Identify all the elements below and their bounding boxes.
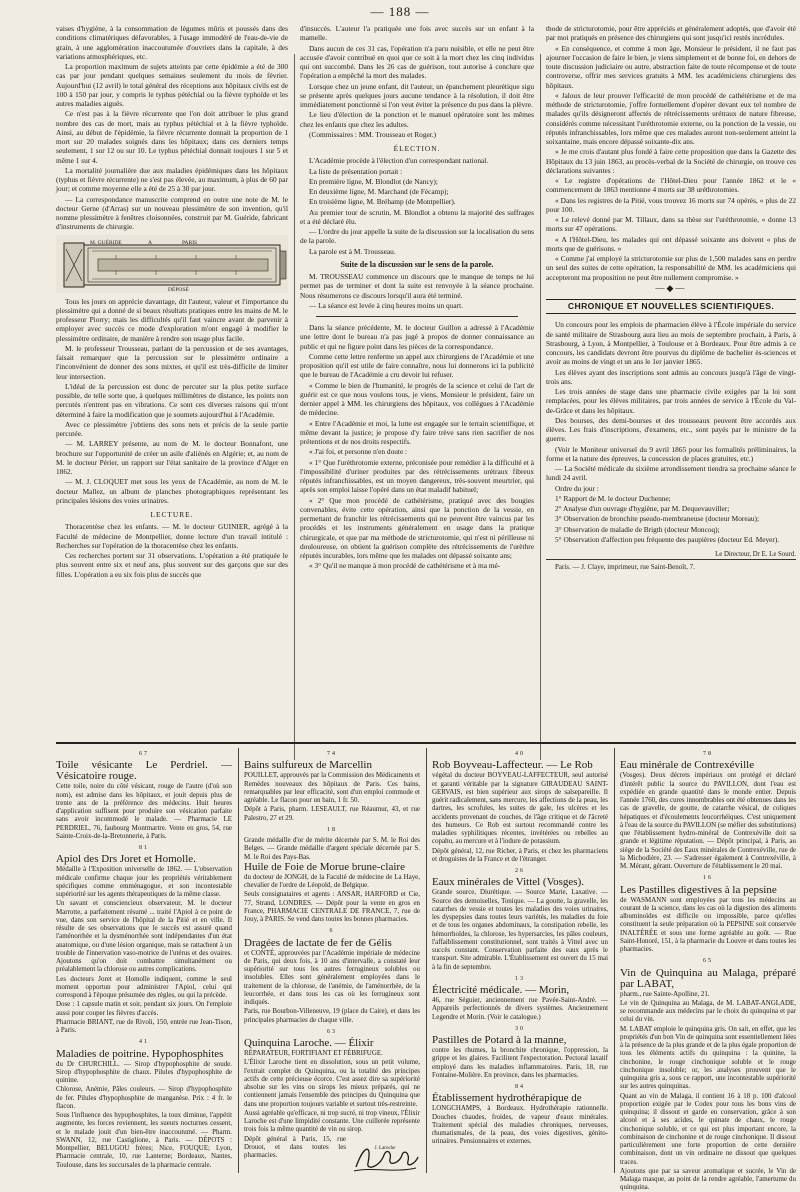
column-rule	[426, 748, 427, 1173]
ad-number: 84	[515, 1084, 525, 1090]
paragraph: vaises d'hygiène, à la consommation de légumes mûris et poussés dans des conditions climatériques défavorables, à l'usage immodéré de l'eau-de-vie de grain, à une agglomération inaccoutumée d'ouvriers dans la capitale, à des variations atmosphériques, etc.	[56, 24, 288, 61]
ad-number: 63	[327, 1028, 337, 1035]
paragraph: En deuxième ligne, M. Marchand (de Fécamp);	[309, 187, 449, 196]
paragraph: « Le registre d'opérations de l'Hôtel-Dieu pour l'année 1862 et le « commencement de 1863 mentionne 4 morts sur 38 uréthrotomies.	[546, 176, 796, 195]
plessimeter-figure	[56, 235, 288, 293]
ad-title: Bains sulfureux de Marcellin	[244, 759, 372, 772]
paragraph: Dans aucun de ces 31 cas, l'opération n'a paru nuisible, et elle ne peut être accusée d'avoir contribué en quoi que ce soit à la mort chez les cinq individus qui ont succombé. Dans les 26 cas de guérison, tout autorise à conclure que l'opération a empêché la mort des malades.	[300, 43, 534, 81]
ad-number: 65	[703, 958, 713, 965]
paragraph: — La Société médicale du sixième arrondissement tiendra sa prochaine séance le lundi 24 avril.	[546, 464, 796, 483]
ad-title: Eaux minérales de Vittel (Vosges).	[432, 876, 584, 889]
ad-title: Eau minérale de Contrexéville	[620, 759, 755, 772]
paragraph: Avec ce plessimètre j'obtiens des sons nets et précis de la seule partie percutée.	[56, 419, 288, 438]
column-rule	[614, 748, 615, 1173]
ad-body: Les docteurs Joret et Homolle indiquent, comme le seul moment opportun pour administrer l'Apiol, celui qui correspond à l'époque présumée des règles, ou qui la précède.	[56, 974, 232, 999]
paragraph: Thoracentèse chez les enfants. — M. le docteur GUINIER, agrégé à la Faculté de médecine de Montpellier, donne lecture d'un travail intitulé : Recherches sur l'opération de la thoracentèse chez les enfants.	[56, 522, 288, 550]
paragraph: « Comme le bien de l'humanité, le progrès de la science et celui de l'art de guérir est ce que nous voulons tous, je viens, Monsieur le président, faire un dernier appel à MM. les chirurgiens des hôpitaux, vos collègues à l'Académie de médecine.	[300, 380, 534, 418]
ad-number: 13	[515, 975, 525, 982]
paragraph: Au premier tour de scrutin, M. Blondlot a obtenu la majorité des suffrages et a été déclaré élu.	[300, 207, 534, 226]
paragraph: En première ligne, M. Blondlot (de Nancy);	[309, 176, 438, 186]
paragraph: Ces recherches portent sur 31 observations. L'opération a été pratiquée le plus souvent entre six et neuf ans, plus souvent sur des garçons que sur des filles. L'opération a eu six fois plus de succès que	[56, 551, 288, 579]
paragraph: « 3° Qu'il ne manque à mon procédé de cathétérisme et à ma mé-	[309, 561, 501, 571]
agenda-item: 3° Observation de maladie de Brigth (docteur Moncoq);	[555, 524, 720, 534]
article-columns	[56, 24, 796, 740]
ad-body: Grande source, Diurétique. — Source Marie, Laxative. — Source des demoiselles, Tonique. — La goutte, la gravelle, les catarrhes de vessie et toutes les maladies des voies urinaires, les dyspepsies dans toutes leurs variétés, les maladies du foie et de tous les organes abdominaux, la constipation rebelle, les hémorrhoïdes, la chlorose, les hypersarcies, les pâles couleurs, l'affaiblissement constitutionnel, sont traités à Vittel avec un succès constant. Conservation parfaite des eaux après le transport. Site admirable. L'Établissement est ouvert du 15 mai à la fin de septembre.	[432, 888, 608, 971]
ad-number: 41	[139, 1039, 149, 1046]
ad-body: M. LABAT emploie le quinquina gris. On sait, en effet, que les propriétés d'un bon Vin de quinquina sont essentiellement liées à la présence de la plus grande et de la plus égale proportion de tous les éléments actifs du quinquina : la quinine, la cinchonine, le rouge cinchonique soluble et le rouge cinchonique insoluble; or, les analyses prouvent que le quinquina gris a, sous ce rapport, une incontestable supériorité sur les autres quinquinas.	[620, 1024, 796, 1091]
ad-column-2	[244, 748, 420, 1173]
ad-hypophosphites	[56, 1049, 232, 1169]
ad-number: 16	[703, 875, 713, 882]
ad-column-1	[56, 748, 232, 1173]
column-rule	[238, 748, 239, 1173]
paragraph: En troisième ligne, M. Bréhamp (de Montpellier).	[309, 197, 456, 207]
paragraph: Lorsque chez un jeune enfant, dit l'auteur, un épanchement pleurétique sigu se présente après quelques jours aucune tendance à la résolution, il doit être immédiatement ponctionné si l'on veut éviter la présence du pus dans la plèvre.	[300, 81, 534, 109]
paragraph: M. TROUSSEAU commence un discours que le manque de temps ne lui permet pas de terminer et dont la suite est renvoyée à la séance prochaine. Nous résumerons ce discours lorsqu'il aura été terminé.	[300, 272, 534, 300]
paragraph: « Jaloux de leur prouver l'efficacité de mon procédé de cathétérisme et de ma méthode de stricturotomie, j'offre formellement d'opérer devant eux tel nombre de malades qu'ils désigneront affectés de rétrécissements urétraux de nature fibreuse, considérés comme nécessitant l'uréthrotomie externe, ou la ponction de la vessie, ou réputés infranchissables, lors même que ces malades auront non-seulement atteint la soixantaine, mais encore dépassé soixante-dix ans.	[546, 90, 796, 146]
ad-body: contre les rhumes, la bronchite chronique, l'oppression, la grippe et les glaires. Facilitent l'expectoration. Pectoral laxatif employé dans les maladies inflammatoires. Paris, 18, rue Fontaine-Molière. En province, dans les pharmacies.	[432, 1046, 608, 1079]
ad-body: (Vosges). Deux décrets impériaux ont protégé et déclaré d'intérêt public la source du PAVILLON, dont l'eau est expédiée en grande quantité dans le monde entier. Depuis l'année 1760, des cures innombrables ont été obtenues dans les cas de gravelle, de goutte, de catarrhe vésical, de coliques hépatiques et d'écoulements leucorrhéiques. C'est uniquement à l'eau de la source du PAVILLON (se méfier des substitutions) que l'établissement hydro-minéral de Contrexéville doit sa grande et légitime réputation. — Dépôt principal, à Paris, au siège de la Société des Eaux minérales de Contrexéville, rue de la Michodière, 23. — S'adresser également à Contrexéville, à M. Mérant, gérant. Ouverture de l'établissement le 20 mai.	[620, 771, 796, 870]
ad-title: Quinquina Laroche. — Élixir	[244, 1037, 374, 1049]
paragraph: Ordre du jour :	[555, 483, 599, 493]
paragraph: L'idéal de la percussion est donc de percuter sur la plus petite surface possible, de telle sorte que, à quelques millimètres de distance, les points non percutés n'entrent pas en vibrations. Ce sont ces diverses raisons qui m'ont déterminé à faire la modification que je soumets aujourd'hui à l'Académie.	[56, 381, 288, 419]
paragraph: « Entre l'Académie et moi, la lutte est engagée sur le terrain scientifique, et même devant la justice; je propose d'y faire trève sans rien sacrifier de nos prétentions et de nos droits respectifs.	[300, 418, 534, 446]
section-separator	[316, 316, 518, 317]
chronique-title: CHRONIQUE ET NOUVELLES SCIENTIFIQUES.	[546, 299, 796, 314]
ad-body: du Dr CHURCHILL. — Sirop d'hypophosphite de soude. Sirop d'hypophosphite de chaux. Pilules d'hypophosphite de quinine.	[56, 1059, 232, 1084]
ad-body: de WASMANN sont employées par tous les médecins au courant de la science, dans les cas où la digestion des aliments albuminoïdes est difficile ou impossible, parce qu'elles constituent la seule préparation où la PEPSINE soit conservée INALTÉRÉE et sous une forme agréable au goût. — Rue Saint-Honoré, 151, à la pharmacie du Louvre et dans toutes les pharmacies.	[620, 895, 796, 953]
ad-number: 81	[139, 845, 149, 851]
paragraph: — La correspondance manuscrite comprend en outre une note de M. le docteur Gerne (d'Arras) sur un nouveau plessimètre de son invention, qu'il nomme plessimètre à fenêtres cloisonnées, construit par M. Guéride, fabricant d'instruments de chirurgie.	[56, 194, 288, 232]
ad-column-3	[432, 748, 608, 1173]
ad-pastilles-pepsine	[620, 885, 796, 954]
ad-number: 30	[515, 1025, 525, 1032]
ad-body: du docteur de JONGH, de la Faculté de médecine de La Haye, chevalier de l'ordre de Léopold, de Belgique.	[244, 872, 420, 889]
section-heading: ÉLECTION.	[393, 144, 441, 153]
paragraph: — M. LARREY présente, au nom de M. le docteur Bonnafont, une brochure sur l'opportunité de créer un asile d'aliénés en Algérie; et, au nom de M. le docteur Périer, un rapport sur l'état sanitaire de la province d'Alger en 1862.	[56, 439, 288, 476]
ad-body: Dépôt général, 12, rue Richer, à Paris, et chez les pharmaciens et droguistes de la France et de l'étranger.	[432, 846, 608, 863]
ad-body: 46, rue Séguier, anciennement rue Pavée-Saint-André. — Appareils perfectionnés de divers systèmes. Anciennement Legendre et Morin. (Voir le catalogue.)	[432, 996, 608, 1021]
paragraph: Tous les jours on apprécie davantage, dit l'auteur, valeur et l'importance du plessimètre qui a donné de si beaux résultats pratiques entre les mains de M. le professeur Piorry; mais les difficultés qu'il faut vaincre avant de parvenir à employer avec succès ce mode d'exploration m'ont engagé à modifier le plessimètre ordinaire, de manière à rendre son usage plus facile.	[56, 296, 288, 343]
ad-title: Électricité médicale. — Morin,	[432, 984, 570, 996]
ad-title: Rob Boyveau-Laffecteur. — Le Rob	[432, 759, 593, 772]
ad-title: Maladies de poitrine. Hypophosphites	[56, 1047, 224, 1060]
ad-body: Grande médaille d'or de mérite décernée par S. M. le Roi des Belges. — Grande médaille d'argent spéciale décernée par S. M. le Roi des Pays-Bas.	[244, 836, 420, 861]
ad-title: Les Pastilles digestives à la pepsine	[620, 883, 777, 896]
director-signature: Le Directeur, Dr E. Le Sourd.	[715, 551, 796, 558]
ad-body: végétal du docteur BOYVEAU-LAFFECTEUR, seul autorisé et garanti véritable par la signature GIRAUDEAU SAINT-GERVAIS, est bien supérieur aux sirops de salsepareille. Il guérit radicalement, sans mercure, les affections de la peau, les dartres, les scrofules, les suites de gale, les ulcères et les accidents provenant de couches, de l'âge critique et de l'âcreté des humeurs. Ce Rob est surtout recommandé contre les maladies syphilitiques récentes, invétérées ou rebelles au copahu, au mercure et à l'iodure de potassium.	[432, 771, 608, 846]
ad-body: Paris, rue Bourbon-Villeneuve, 19 (place du Caire), et dans les principales pharmacies de chaque ville.	[244, 1007, 420, 1024]
ad-body: Sous l'influence des hypophosphites, la toux diminue, l'appétit augmente, les forces reviennent, les sueurs nocturnes cessent, et le malade jouit d'un bien-être inaccoutumé. — Pharm. SWANN, 12, rue Castiglione, à Paris. — DÉPOTS : Montpellier, BELUGOU frères; Nice, FOUQUE; Lyon, Pharmacie centrale, 10, rue Lanterne; Bordeaux, Nantes, Toulouse, dans les succursales de la pharmacie centrale.	[56, 1111, 232, 1169]
paragraph: « Le relevé donné par M. Tillaux, dans sa thèse sur l'uréthrotomie, « donne 13 morts sur 47 opérations.	[546, 215, 796, 234]
laroche-signature-icon	[350, 1137, 420, 1175]
paragraph: M. le professeur Trousseau, parlant de la percussion et de ses avantages, faisait remarquer que la percussion sur le plessimètre ordinaire a l'inconvénient de donner des sons mixtes, et qu'il est très-difficile de limiter leur intersection.	[56, 343, 288, 381]
ad-apiol	[56, 854, 232, 1034]
paragraph: (Commissaires : MM. Trousseau et Roger.)	[309, 129, 437, 139]
ad-title: Pastilles de Potard à la manne,	[432, 1034, 567, 1046]
ad-body: Chlorose, Anémie, Pâles couleurs. — Sirop d'hypophosphite de fer. Pilules d'hypophosphite de manganèse. Prix : 4 fr. le flacon.	[56, 1085, 232, 1110]
ad-title: Dragées de lactate de fer de Gélis	[244, 936, 392, 949]
ad-number: 26	[515, 868, 525, 874]
advertisement-section	[56, 748, 796, 1192]
paragraph: Les trois années de stage dans une pharmacie civile exigées par la loi sont remplacées, pour les élèves militaires, par trois années de service à l'École du Val-de-Grâce et dans les hôpitaux.	[546, 387, 796, 415]
agenda-item: 5° Observation d'affection peu fréquente des paupières (docteur Ed. Meyer).	[555, 534, 780, 544]
ad-body: Un savant et consciencieux observateur, M. le docteur Marrotte, a parfaitement résumé ... traité l'Apiol à ce point de vue, dans son service de l'hôpital de la Pitié et en ville. Il résulte de ses observations que le succès est assuré quand l'aménorrhée et la dysménorrhée sont indépendantes d'un état anatomique, ou d'une lésion organique, mais se rattachent à un trouble de l'innervation vaso-motrice de l'utérus et des ovaires. Ajoutons qu'on doit combattre simultanément ou préalablement la chlorose ou autres complications.	[56, 899, 232, 974]
figure-label-registered: DÉPOSÉ	[168, 286, 189, 293]
paragraph: L'Académie procède à l'élection d'un correspondant national.	[309, 156, 489, 166]
figure-label-maker: M. GUÉRIDE	[90, 239, 122, 246]
ad-number: 6	[329, 928, 335, 935]
paragraph: Les élèves ayant des inscriptions sont admis au concours jusqu'à l'âge de vingt-trois ans.	[546, 367, 796, 386]
paragraph: (Voir le Moniteur universel du 9 avril 1865 pour les formalités préliminaires, la forme et la nature des épreuves, la concession de places gratuites, etc.)	[546, 444, 796, 463]
ad-vin-quinquina-malaga	[620, 968, 796, 1192]
paragraph: d'insuccès. L'auteur l'a pratiquée une fois avec succès sur un enfant à la mamelle.	[300, 24, 534, 43]
ad-body: Pharmacie BRIANT, rue de Rivoli, 150, entrée rue Jean-Tison, à Paris.	[56, 1017, 232, 1034]
ad-body: Cette toile, noire du côté vésicant, rouge de l'autre (d'où son nom), est admise dans les hôpitaux, et jouit depuis plus de trente ans de la préférence des médecins. Huit heures d'application suffisent pour produire son vésication parfaite sans avoir incommodé le malade. — Pharmacie LE PERDRIEL, 76, faubourg Montmartre. Vente en gros, 54, rue Sainte-Croix-de-la-Bretonnerie, à Paris.	[56, 782, 232, 840]
ad-number: 18	[327, 826, 337, 833]
advertisement-divider	[56, 742, 796, 744]
paragraph: » Je me crois d'autant plus fondé à faire cette proposition que dans la Gazette des Hôpitaux du 13 juin 1863, au procès-verbal de la Société de chirurgie, on trouve ces déclarations suivantes :	[546, 147, 796, 175]
ad-dragees-lactate	[244, 938, 420, 1024]
ad-body: Seuls consignataires et agents : ANSAR, HARFORD et Cie, 77, Strand, LONDRES. — Dépôt pour la vente en gros en France, PHARMACIE CENTRALE DE FRANCE, 7, rue de Jouy, à PARIS. Se vend dans toutes les bonnes pharmacies.	[244, 890, 420, 923]
ad-body: Ajoutons que par sa saveur aromatique et sucrée, le Vin de Malaga masque, au point de la rendre agréable, l'amertume du quinquina.	[620, 1166, 796, 1192]
paragraph: Un concours pour les emplois de pharmacien élève à l'École impériale du service de santé militaire de Strasbourg aura lieu au mois de septembre prochain, à Paris, à Strasbourg, à Lyon, à Montpellier, à Toulouse et à Bordeaux. Pour être admis à ce concours, les candidats devront être pourvus du diplôme de bachelier ès-sciences et avoir au moins de vingt et un ans le 1er janvier 1865.	[546, 320, 796, 367]
ad-body: L'Élixir Laroche tient en dissolution, sous un petit volume, l'extrait complet du Quinquina, ou la totalité des principes actifs de cette précieuse écorce. C'est assez dire sa supériorité absolue sur les vins ou sirops les mieux préparés, qui ne contiennent jamais l'ensemble des principes du Quinquina que dans une proportion toujours variable et surtout très-restreinte.	[244, 1058, 420, 1108]
ad-quinquina-laroche	[244, 1038, 420, 1159]
paragraph: — L'ordre du jour appelle la suite de la discussion sur la localisation du sens de la parole.	[300, 227, 534, 246]
section-heading: Suite de la discussion sur le sens de la parole.	[340, 259, 494, 269]
paragraph: Comme cette lettre renferme un appel aux chirurgiens de l'Académie et une proposition qu'il est utile de faire connaître, nous lui donnerons ici la publicité que le bureau de l'Académie a cru devoir lui refuser.	[300, 351, 534, 380]
printer-imprint: Paris. — J. Claye, imprimeur, rue Saint-Benoît, 7.	[546, 559, 796, 572]
ad-electricite-medicale	[432, 985, 608, 1021]
ad-eaux-vittel	[432, 877, 608, 971]
ad-bains-sulfureux	[244, 760, 420, 822]
paragraph: Des bourses, des demi-bourses et des trousseaux peuvent être accordés aux élèves. Les frais d'inscriptions, d'examens, etc., sont payés par le ministre de la guerre.	[546, 415, 796, 444]
column-rule	[540, 54, 541, 760]
page-number: — 188 —	[370, 4, 430, 19]
ad-body: Dépôt général à Paris, 15, rue Drouot, et dans toutes les pharmacies.	[244, 1134, 346, 1159]
signature-text: J. Laroche	[374, 1145, 396, 1151]
ad-hydrotherapie	[432, 1093, 608, 1145]
paragraph: « En conséquence, et comme à mon âge, Monsieur le président, il ne faut pas ajourner l'occasion de faire le bien, je viens simplement et de bonne foi, en dehors de toute discussion judiciaire ou autre, abstraction faite de toute récompense et de toute controverse, offrir mes services gratuits à MM. les académiciens chirurgiens des hôpitaux.	[546, 43, 796, 90]
ad-body: pharm., rue Sainte-Apolline, 21.	[620, 989, 710, 998]
paragraph: Ce n'est pas à la fièvre récurrente que l'on doit attribuer le plus grand nombre des cas de mort, mais au typhus pétéchial et à la fièvre typhoïde. Ainsi, au début de l'épidémie, la fièvre récurrente donnait la proportion de 1 mort sur 20 malades soignés dans les hôpitaux; dans ces derniers temps seulement, 1 sur 12 ou sur 10. Le typhus pétéchial donnait toujours 1 sur 5 et même 1 sur 4.	[56, 109, 288, 165]
ad-contrexeville	[620, 760, 796, 870]
ornament-divider: —◆—	[655, 282, 687, 293]
ad-number: 74	[327, 751, 337, 757]
ad-title: Établissement hydrothérapique de	[432, 1092, 582, 1105]
plessimeter-illustration	[56, 235, 288, 293]
ad-huile-foie-morue	[244, 836, 420, 923]
figure-label-city: PARIS	[182, 239, 198, 246]
paragraph: thode de stricturotomie, pour être appréciés et généralement adoptés, que d'avoir été par moi pratiqués en présence des chirurgiens qui sont jusqu'ici restés incrédules.	[546, 24, 796, 43]
agenda-item: 3° Observation de bronchite pseudo-membraneuse (docteur Moreau);	[555, 514, 760, 524]
ad-title: Vin de Quinquina au Malaga, préparé par LABAT,	[620, 966, 796, 990]
paragraph: — La séance est levée à cinq heures moins un quart.	[309, 300, 463, 310]
ad-title: Toile vésicante Le Perdriel. — Vésicatoire rouge.	[56, 759, 232, 783]
ad-body: RÉPARATEUR, FORTIFIANT ET FÉBRIFUGE.	[244, 1049, 383, 1057]
ad-body: Le vin de Quinquina au Malaga, de M. LABAT-ANGLADE, se recommande aux médecins par le choix du quinquina et par celui du vin.	[620, 998, 796, 1024]
paragraph: « Comme j'ai employé la stricturotomie sur plus de 1,500 malades sans en perdre un seul des suites de cette opération, la responsabilité de MM. les académiciens qui accepteront ma proposition ne peut être nullement compromise. »	[546, 254, 796, 282]
ad-body: Quant au vin de Malaga, il contient 16 à 18 p. 100 d'alcool proportion exigée par le Codex pour tous les bons vins de quinquina; il dissout et garde en conservation, grâce à son alcool et à ses acides, le quinate de chaux, le rouge cinchonique soluble, et ce qui est plus important encore, la combinaison de cinchonine et de rouge cinchonique. Il dissout particulièrement une forte proportion de cette dernière combinaison, dont un vin ordinaire ne dissout que quelques traces.	[620, 1091, 796, 1166]
paragraph: « Dans les registres de la Pitié, vous trouvez 16 morts sur 74 opérés, « plus de 22 pour 100.	[546, 195, 796, 214]
paragraph: La proportion maximum de sujets atteints par cette épidémie a été de 300 cas par jour pendant quelques semaines seulement du mois de février. Aujourd'hui (12 avril) le total général des réceptions aux hôpitaux civils est de 100 à 150 par jour, y compris le typhus pétéchial ou la fièvre typhoïde et les autres maladies aiguës.	[56, 62, 288, 108]
paragraph: La mortalité journalière due aux maladies épidémiques dans les hôpitaux (typhus et fièvre récurrente) ne s'est pas élevée, au maximum, à plus de 60 par jour; et comme moyenne elle a été de 25 à 30 par jour.	[56, 165, 288, 194]
article-column-3	[546, 24, 796, 740]
ad-toile-vesicante	[56, 760, 232, 840]
ad-pastilles-potard	[432, 1035, 608, 1079]
paragraph: « A l'Hôtel-Dieu, les malades qui ont dépassé soixante ans doivent « plus de morts que de guérisons. »	[546, 234, 796, 253]
ad-body: Médaille à l'Exposition universelle de 1862. — L'observation médicale confirme chaque jour les propriétés véritablement spécifiques comme emménagogue, et son incontestable supériorité sur les agents thérapeutiques de la même classe.	[56, 865, 232, 898]
ad-column-4	[620, 748, 796, 1192]
paragraph: Le lieu d'élection de la ponction et le manuel opératoire sont les mêmes chez les enfants que chez les adultes.	[300, 110, 534, 129]
figure-label-a: A	[148, 239, 152, 246]
agenda-item: 2° Analyse d'un ouvrage d'hygiène, par M. Dequevauviller;	[555, 504, 730, 513]
paragraph: La liste de présentation portait :	[309, 166, 403, 176]
ad-title: Apiol des Drs Joret et Homolle.	[56, 853, 196, 866]
section-heading: LECTURE.	[150, 510, 194, 519]
paragraph: « 1° Que l'uréthrotomie externe, préconisée pour remédier à la difficulté et à l'impossibilité d'uriner produites par des rétrécissements urétraux fibreux réputés infranchissables, est un moyen dangereux, très-souvent meurtrier, qui après son emploi laisse l'opéré dans un état maladif habituel;	[300, 457, 534, 495]
ad-body: POUILLET, approuvés par la Commission des Médicaments et Remèdes nouveaux des hôpitaux de Paris. Ces bains, remarquables par leur efficacité, sont d'un emploi commode et agréable. Le flacon pour un bain, 1 fr. 50.	[244, 771, 420, 804]
paragraph: La parole est à M. Trousseau.	[309, 246, 396, 256]
ad-title: Huile de Foie de Morue brune-claire	[244, 860, 405, 873]
paragraph: — M. J. CLOQUET met sous les yeux de l'Académie, au nom de M. le docteur Mallez, un album de planches photographiques représentant les principales lésions des voies urinaires.	[56, 477, 288, 505]
paragraph: Dans la séance précédente, M. le docteur Guillon a adressé à l'Académie une lettre dont le bureau n'a pas jugé à propos de donner connaissance au public et qui ne figure point dans les pièces de la correspondance.	[300, 323, 534, 351]
ad-number: 67	[139, 751, 149, 757]
ad-body: Dépôt à Paris, pharm. LESEAULT, rue Réaumur, 43, et rue Palestro, 27 et 29.	[244, 805, 420, 822]
paragraph: « 2° Que mon procédé de cathétérisme, pratiqué avec des bougies convenables, évite cette opération, ainsi que la ponction de la vessie, en permettant de franchir les rétrécissements qui ne peuvent être vaincus par les procédés et les instruments généralement en usage dans la pratique chirurgicale, et que par ma méthode de stricturotomie, qui n'est ni périlleuse ni douloureuse, on obtient la guérison complète des rétrécissements de l'urèthre réputés incurables, lors même que les malades ont dépassé soixante ans;	[300, 495, 534, 560]
ad-body: Aussi agréable qu'efficace, ni trop sucré, ni trop vineux, l'Élixir Laroche est d'une limpidité constante. Une cuillerée représente trois fois la même quantité de vin ou sirop.	[244, 1108, 420, 1134]
ad-body: et CONTÉ, approuvées par l'Académie impériale de médecine de Paris, qui deux fois, à 10 ans d'intervalle, a constaté leur supériorité sur tous les autres ferrugineux solubles ou insolubles. Elles sont généralement employées dans le traitement de la chlorose, de l'anémie, de l'aménorrhée, de la leucorrhée, et dans tous les cas où les ferrugineux sont indiqués.	[244, 948, 420, 1006]
ad-body: Dose : 1 capsule matin et soir, pendant six jours. On l'emploie aussi pour couper les fièvres d'accès.	[56, 1000, 232, 1017]
ad-rob-boyveau	[432, 760, 608, 863]
agenda-item: 1° Rapport de M. le docteur Duchenne;	[555, 493, 671, 503]
ad-number: 40	[515, 751, 525, 757]
paragraph: « J'ai foi, et personne n'en doute :	[309, 447, 408, 457]
ad-number: 78	[703, 751, 713, 757]
article-column-2	[300, 24, 534, 740]
ad-body: LONGCHAMPS, à Bordeaux. Hydrothérapie rationnelle. Douches chaudes, froides, de vapeur d'eaux minérales. Traitement spécial des maladies chroniques, nerveuses, rhumatismales, de la peau, des voies digestives, génito-urinaires. Pensionnaires et externes.	[432, 1104, 608, 1146]
article-column-1	[56, 24, 288, 740]
column-rule	[294, 54, 295, 760]
